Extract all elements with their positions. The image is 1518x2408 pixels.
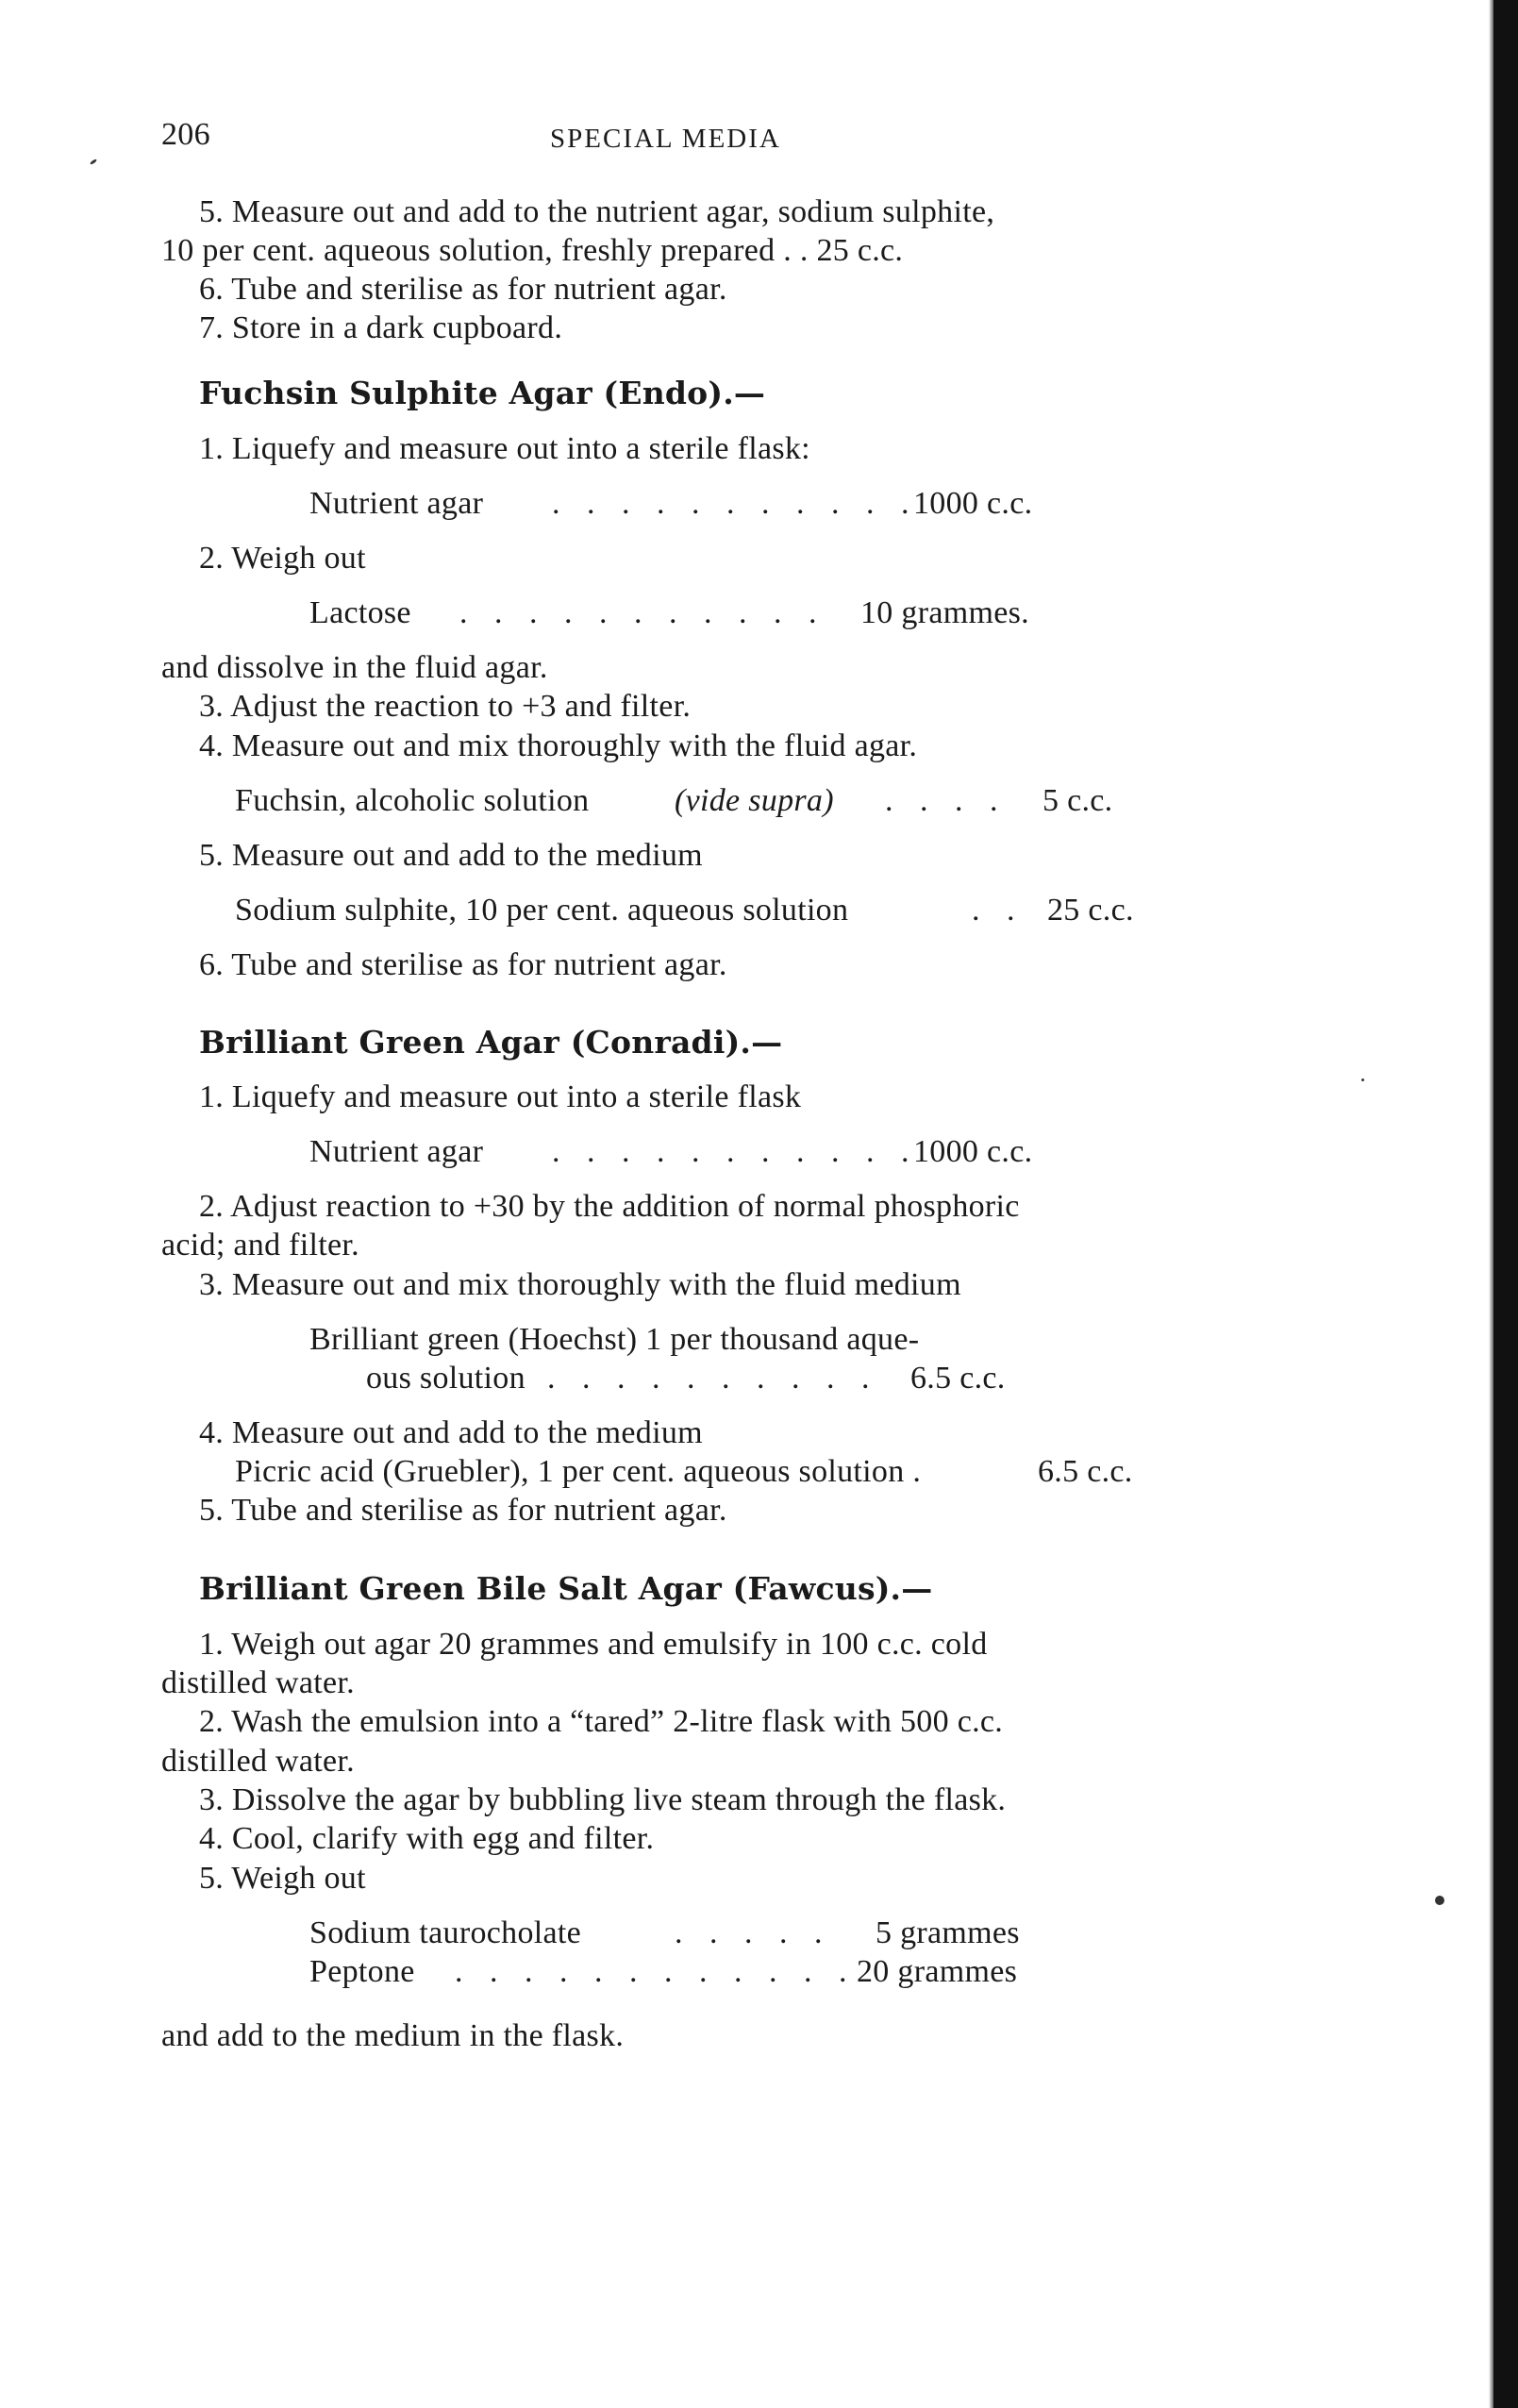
step-line: 3. Adjust the reaction to +3 and filter. [199,689,692,724]
ingredient-quantity: 1000 c.c. [913,486,1033,521]
ingredient-name: Nutrient agar [309,1134,484,1169]
ingredient-name: Peptone [309,1954,415,1989]
ingredient-quantity: 10 grammes. [860,595,1029,630]
ingredient-quantity: 20 grammes [857,1954,1018,1989]
section-heading: Brilliant Green Bile Salt Agar (Fawcus).— [199,1570,933,1607]
leader-dots: . . . . . . . . . . . . [455,1954,857,1989]
ink-speck [90,159,97,165]
text-line: 7. Store in a dark cupboard. [199,310,563,345]
running-title: SPECIAL MEDIA [550,124,781,154]
ink-speck [1361,1079,1364,1081]
step-line: 6. Tube and sterilise as for nutrient agar. [199,947,727,982]
leader-dots: . . . . . . . . . . [547,1361,879,1396]
ingredient-quantity: 6.5 c.c. [910,1361,1006,1396]
step-line: 2. Wash the emulsion into a “tared” 2-litre flask with 500 c.c. [199,1704,1004,1739]
section-heading: Brilliant Green Agar (Conradi).— [199,1024,783,1061]
step-line: 2. Weigh out [199,541,366,576]
text-line: acid; and filter. [161,1228,359,1263]
book-binding-edge [1493,0,1518,2408]
page-number: 206 [161,117,210,152]
ingredient-name: Picric acid (Gruebler), 1 per cent. aqueous solution . [235,1454,922,1489]
text-line: distilled water. [161,1665,355,1700]
ink-speck [1435,1896,1444,1905]
ingredient-name: Sodium taurocholate [309,1915,582,1950]
leader-dots: . . . . . [675,1915,832,1950]
step-line: 5. Measure out and add to the medium [199,838,703,873]
text-line: 5. Measure out and add to the nutrient agar, sodium sulphite, [199,194,995,229]
ingredient-quantity: 5 grammes [876,1915,1020,1950]
text-line: and dissolve in the fluid agar. [161,650,548,685]
step-line: 4. Cool, clarify with egg and filter. [199,1821,655,1856]
step-line: 1. Liquefy and measure out into a sterile flask [199,1079,802,1114]
leader-dots: . . . . . . . . . . . [459,595,826,630]
ingredient-name: Lactose [309,595,411,630]
step-line: 2. Adjust reaction to +30 by the addition of normal phosphoric [199,1189,1020,1224]
leader-dots: . . . . [885,783,1008,818]
ingredient-quantity: 1000 c.c. [913,1134,1033,1169]
text-line: 10 per cent. aqueous solution, freshly prepared . . 25 c.c. [161,233,904,268]
vide-supra-note: (vide supra) [675,783,834,818]
ingredient-name: Nutrient agar [309,486,484,521]
step-line: 1. Liquefy and measure out into a sterile flask: [199,431,810,466]
step-line: 5. Tube and sterilise as for nutrient agar. [199,1493,727,1528]
step-line: 3. Dissolve the agar by bubbling live steam through the flask. [199,1782,1007,1817]
step-line: 4. Measure out and add to the medium [199,1415,703,1450]
text-line: distilled water. [161,1744,355,1779]
ingredient-quantity: 25 c.c. [1047,893,1134,928]
text-line: 6. Tube and sterilise as for nutrient agar. [199,272,727,307]
ingredient-quantity: 5 c.c. [1043,783,1113,818]
leader-dots: . . . . . . . . . . . [552,1134,919,1169]
step-line: 4. Measure out and mix thoroughly with the fluid agar. [199,728,918,763]
ingredient-name: Sodium sulphite, 10 per cent. aqueous solution [235,893,849,928]
ingredient-name: Fuchsin, alcoholic solution [235,783,590,818]
ingredient-quantity: 6.5 c.c. [1038,1454,1133,1489]
step-line: 3. Measure out and mix thoroughly with the fluid medium [199,1267,961,1302]
step-line: 5. Weigh out [199,1861,366,1896]
section-heading: Fuchsin Sulphite Agar (Endo).— [199,375,766,411]
leader-dots: . . [972,893,1025,928]
leader-dots: . . . . . . . . . . . [552,486,919,521]
ingredient-name: Brilliant green (Hoechst) 1 per thousand aque- [309,1322,920,1357]
step-line: 1. Weigh out agar 20 grammes and emulsify in 100 c.c. cold [199,1627,988,1662]
ingredient-name: ous solution [366,1361,525,1396]
text-line: and add to the medium in the flask. [161,2018,625,2053]
